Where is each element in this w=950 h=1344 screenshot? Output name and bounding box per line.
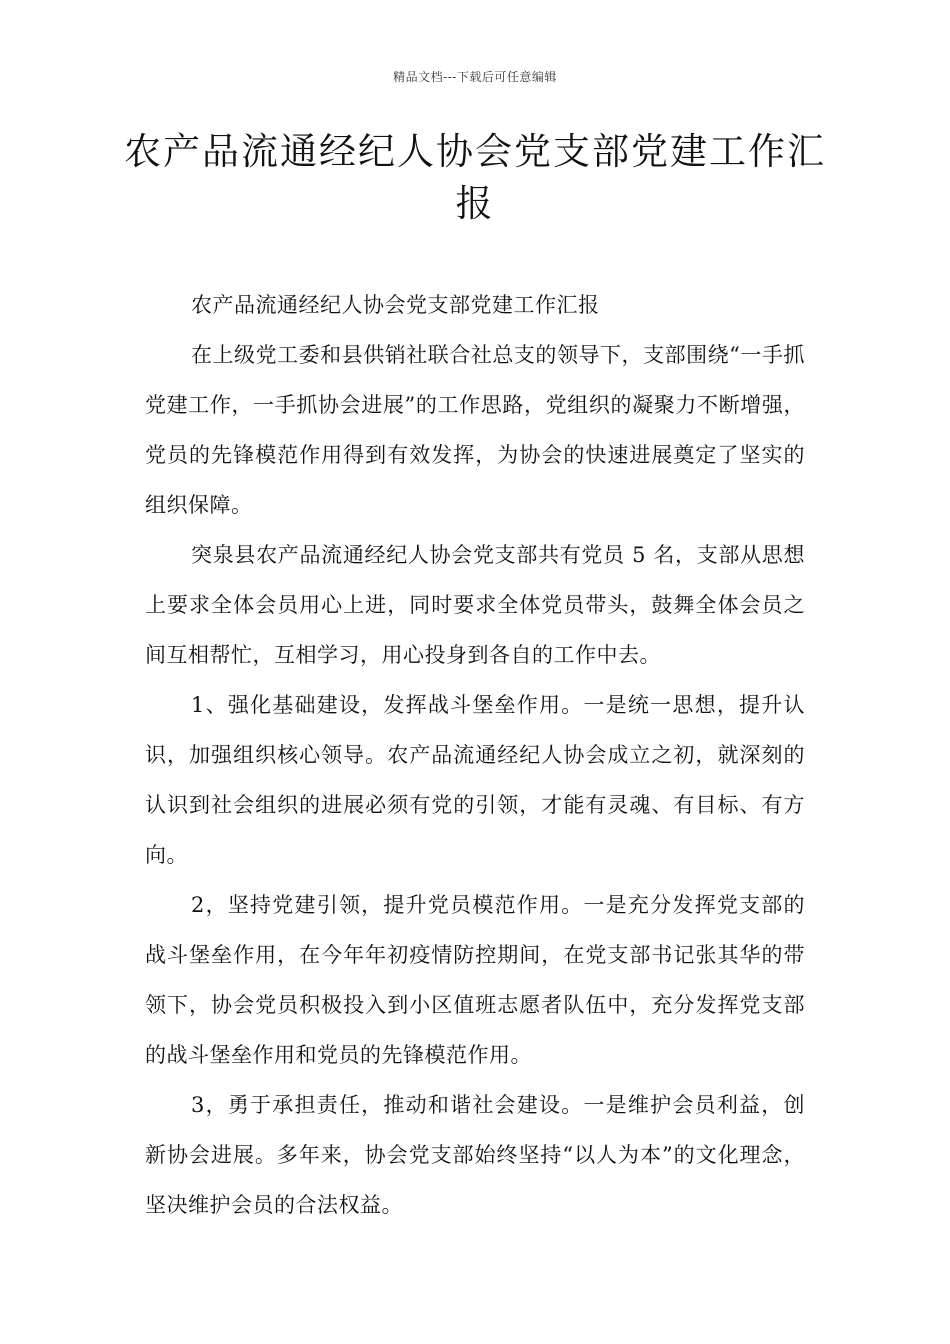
document-body — [145, 280, 805, 1230]
paragraph-item-1: 1、强化基础建设，发挥战斗堡垒作用。一是统一思想，提升认识，加强组织核心领导。农产品流通经纪人协会成立之初，就深刻的认识到社会组织的进展必须有党的引领，才能有灵魂、有目标、有方向。 — [145, 693, 805, 867]
header-note: 精品文档---下载后可任意编辑 — [393, 70, 557, 84]
paragraph-subtitle: 农产品流通经纪人协会党支部党建工作汇报 — [191, 293, 600, 317]
paragraph-item-3: 3，勇于承担责任，推动和谐社会建设。一是维护会员利益，创新协会进展。多年来，协会党支部始终坚持“以人为本”的文化理念，坚决维护会员的合法权益。 — [145, 1093, 805, 1217]
document-title: 农产品流通经纪人协会党支部党建工作汇报 — [124, 130, 826, 225]
paragraph-overview: 突泉县农产品流通经纪人协会党支部共有党员 5 名，支部从思想上要求全体会员用心上进，同时要求全体党员带头，鼓舞全体会员之间互相帮忙，互相学习，用心投身到各自的工作中去。 — [145, 543, 805, 667]
paragraph-intro: 在上级党工委和县供销社联合社总支的领导下，支部围绕“一手抓党建工作，一手抓协会进展”的工作思路，党组织的凝聚力不断增强，党员的先锋模范作用得到有效发挥，为协会的快速进展奠定了坚实的组织保障。 — [145, 343, 805, 517]
paragraph-item-2: 2，坚持党建引领，提升党员模范作用。一是充分发挥党支部的战斗堡垒作用，在今年年初疫情防控期间，在党支部书记张其华的带领下，协会党员积极投入到小区值班志愿者队伍中，充分发挥党支部的战斗堡垒作用和党员的先锋模范作用。 — [145, 893, 805, 1067]
